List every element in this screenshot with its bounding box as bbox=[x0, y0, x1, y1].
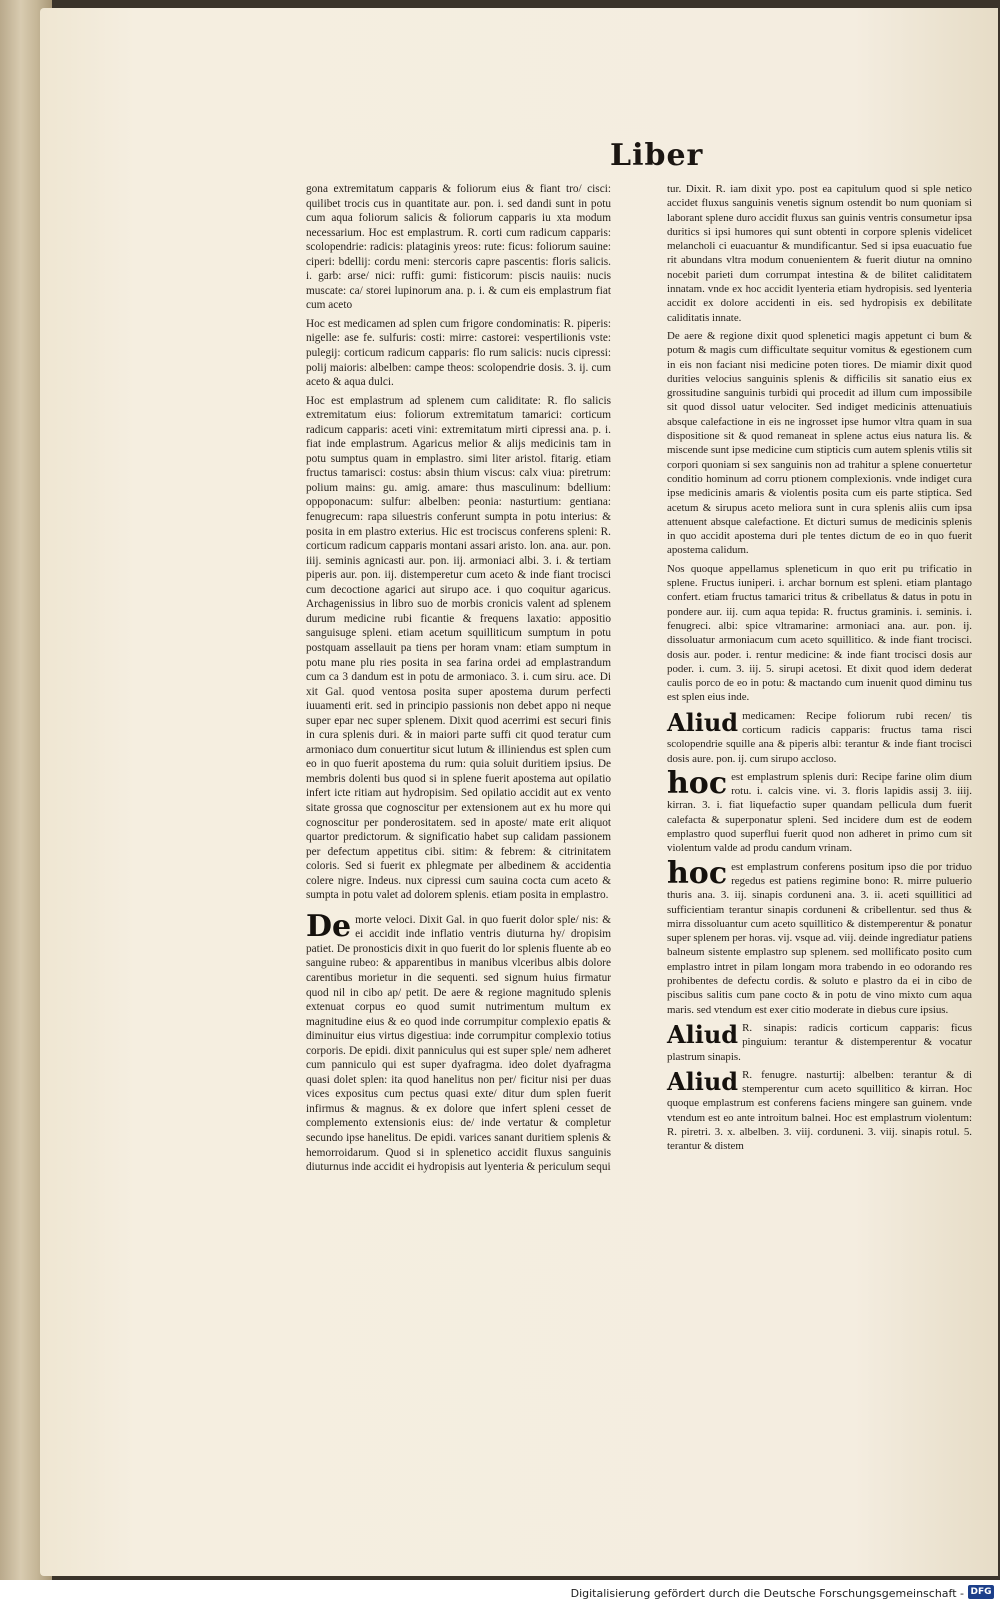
hoc-2-text: est emplastrum conferens positum ipso die por triduo regedus est patiens regimine bono: R. mirre puluerio thuris ana. 3. iij. sinapis corduneni ana. 3. ii. aceti squillitici ad sufficientiam terantur sinapis corduneni & cribellentur. sed thus & mirra dissoluantur cum aceto squillitico & distemperentur & ponatur super splenem per horas. vij. vsque ad. viij. deinde ingrediatur patiens balneum sistente emplastro sup splenem. sed mollificato posito cum emplastro intret in pilam longam mora trabendo in eo odorando res prohibentes de defectu cordis. & soluto e plastro da ei in cibo de piscibus salitis cum pane cocto & in potu de vino mixto cum aqua maris. sed vtendum est exer citio moderate in diebus cure ipsius. bbox=[667, 860, 972, 1016]
left-block-1: gona extremitatum capparis & foliorum eius & fiant tro/ cisci: quilibet trocis cus in quantitate aur. pon. i. sed dandi sunt in potu cum aqua foliorum salicis & foliorum capparis iu xta modum necessarium. Hoc est emplastrum. R. corti cum radicum capparis: scolopendrie: radicis: plataginis yreos: rute: ficus: foliorum sauine: ciperi: bdellij: cordu meni: stercoris capre pascentis: floris salicis. i. garb: arse/ nici: ruffi: gumi: fisticorum: piscis nauiis: nucis muscate: ca/ storei lupinorum ana. p. i. & cum eis emplastrum fiat cum aceto bbox=[306, 183, 611, 312]
left-section bbox=[306, 908, 611, 1175]
right-aliud-1 bbox=[667, 709, 972, 766]
aliud-2-initial: Aliud bbox=[667, 1019, 739, 1049]
right-column bbox=[667, 182, 972, 1158]
aliud-1-text: medicamen: Recipe foliorum rubi recen/ tis corticum radicis capparis: fructus tama risci scolopendrie squille ana & piperis albi: terantur & inde fiant trocisci dosis aure. pon. ij. cum sirupo accloso. bbox=[667, 709, 972, 765]
section-initial: De bbox=[306, 908, 352, 944]
footer-credit: Digitalisierung gefördert durch die Deutsche Forschungsgemeinschaft - bbox=[570, 1587, 964, 1600]
right-aliud-2 bbox=[667, 1021, 972, 1064]
hoc-2-initial: hoc bbox=[667, 855, 728, 891]
left-block-2: Hoc est medicamen ad splen cum frigore condominatis: R. piperis: nigelle: ase fe. sulfuris: costi: mirre: castorei: vespertilionis vste: pulegij: corticum radicum capparis: flo rum salicis: nucis cipressi: polij maioris: albelben: campe theos: scolopendrie dosis. 3. ij. cum aceto & aqua dulci. bbox=[306, 317, 611, 389]
running-head: Liber bbox=[610, 138, 704, 173]
right-block-2: De aere & regione dixit quod splenetici magis appetunt ci bum & potum & magis cum difficultate sequitur vomitus & egestionem cum in eis non faciant nisi medicine poten tiores. De miamir dixit quod durities velocius sanguinis splenis & difficilis sit sanatio eius ex grossitudine sanguinis turbidi qui procedit ad illum cum impossibile sit quod dissol uatur velociter. Sed indiget medicinis attenuatiuis absque calefactione in eis ne ingrosset ipse humor vltra quam in sua dispositione sit & quod remaneat in splene actus eius natura lis. & miscende sunt ipse medicine cum stipticis cum autem splenis vtilis sit corpori quoniam si sex sanguinis non ad trahitur a splene conuertetur conditio hominum ad corru ptionem complexionis. vnde indiget cura ipse medicinis amaris & violentis posita cum eis parte stiptica. Sed acetum & sirupus aceto meliora sunt in cura splenis aliis cum ipsa attenuent absque calefactione. Et dicturi sumus de medicinis splenis in quo accidit apostema duri ple tentes dictum de eo in quo fuerit apostema calidum. bbox=[667, 329, 972, 557]
right-aliud-3 bbox=[667, 1068, 972, 1154]
hoc-1-initial: hoc bbox=[667, 765, 728, 801]
section-text: morte veloci. Dixit Gal. in quo fuerit dolor sple/ nis: & ei accidit inde inflatio ventris diuturna hy/ dropisim patiet. De pronosticis dixit in quo fuerit do lor splenis fluente ab eo sanguine rubeo: & apparentibus in manibus vlceribus albis dolore carentibus morietur in die sequenti. sed signum huius firmatur quod nil in cibo ap/ petit. De aere & regione magnitudo splenis extenuat corpus eo quod sumit nutrimentum multum ex magnitudine eius & eo quod inde corrumpitur complexio epatis & diminuitur eius virtus digestiua: inde corrumpitur complexio totius corporis. De epidi. dixit panniculus qui est super sple/ nem adheret cum panniculo qui est super dyafragma. ideo dolet dyafragma quasi dolet splen: ita quod hanelitus non per/ ficitur nisi per duas vices expositus cum pectus quasi exte/ ditur dum splen fuerit infirmus & magnus. & ex dolore que infert spleni cesset de complemento extensionis eius: de/ inde vertatur & completur secundo ipse hanelitus. De epidi. varices sanant duritiem splenis & hemorroidarum. Quod si in splenetico accidit fluxus sanguinis diuturnus inde accidit ei hydropisis aut lyenteria & periculum sequi bbox=[306, 913, 611, 1174]
left-column bbox=[306, 182, 611, 1179]
aliud-3-text: R. fenugre. nasturtij: albelben: terantur & di stemperentur cum aceto squillitico & kirran. Hoc quoque emplastrum est conferens faciens mingere san guinem. vnde vtendum est eo ante introitum balnei. Hoc est emplastrum violentum: R. piretri. 3. x. albelben. 3. viij. corduneni. 3. viij. sinapis rotul. 5. terantur & distem bbox=[667, 1068, 972, 1153]
hoc-1-text: est emplastrum splenis duri: Recipe farine olim dium rotu. i. calcis vine. vi. 3. floris lapidis assij 3. iiij. kirran. 3. i. fiat liquefactio super quandam pellicula dum fuerit calefacta & superponatur spleni. Sed incidere dum est de eodem emplastro quod superflui fuerit quod non adheret in primo cum sit violentum valde ad produ candum vrinam. bbox=[667, 770, 972, 855]
right-hoc-1 bbox=[667, 765, 972, 856]
left-block-3: Hoc est emplastrum ad splenem cum caliditate: R. flo salicis extremitatum eius: foliorum extremitatum tamarici: corticum radicum capparis: aceti vini: extremitatum mirti cipressi ana. p. i. fiat inde emplastrum. Agaricus melior & alijs medicinis tam in potu sumptus quam in emplastro. simi liter aristol. fitarig. etiam fructus tamarisci: costus: absin thium viscus: calx viua: piretrum: polium mains: gu. amig. amare: thus masculinum: bdellium: oppoponacum: sulfur: albelben: peonia: nasturtium: gentiana: fenugrecum: rapa siluestris conferunt sumpta in potu interius: & posita in em plastro exterius. Hic est trociscus conferens spleni: R. corticum radicum capparis montani assari aristo. lon. ana. aur. pon. iiij. seminis agnicasti aur. pon. iij. armoniaci albi. 3. i. & tertiam piperis aur. pon. iij. distemperetur cum aceto & inde fiant trocisci cum decoctione agarici aut sirupo ace. i quo coquitur agaricus. Archagenissius in libro suo de morbis cronicis valent ad splenem durum medicine rubi ficantie & frequens laxatio: appositio sanguisuge spleni. etiam acetum squilliticum sumptum in potu postquam assellauit pa tiens per horam vnam: etiam sumptum in potu mane plu ries posita in sea farina ordei ad emplastrandum cum ca 3 dandum est in potu de armoniaco. 3. i. cum siru. ace. Di xit Gal. quod ventosa posita super apostema durum perfecti iuuamenti erit. sed in principio passionis non debet appo ni neque super epar nec super splenem. Dixit quod acerrimi est securi finis in cura splenis duri. & in maiori parte suffi cit quod teratur cum armoniaco dum conuertitur sicut lutum & illiniendus est splen cum eo in quo fuerit apostema du rum: quia soluit duritiem ipsius. De membris dolenti bus quod si in splene fuerit apostema aut opilatio infert icte ritiam aut hydropisim. Sed opilatio accidit aut ex vento sitate grossa que cognoscitur per extensionem aut ex hu more qui cognoscitur per ponderositatem. sed in aposte/ mate erit aliquot quartor predictorum. & significatio habet sup calidam passionem per defectum appetitus cibi. sitim: & febrem: & citrinitatem coloris. Sed si fuerit ex phlegmate per albedinem & accidentia colere nigre. Indeus. nux cipressi cum sauina cocta cum aceto & sumpta in potu valet ad dolorem splenis. etiam posita in emplastro. bbox=[306, 394, 611, 902]
aliud-2-text: R. sinapis: radicis corticum capparis: ficus pinguium: terantur & distemperentur & vocatur plastrum sinapis. bbox=[667, 1021, 972, 1063]
right-hoc-2 bbox=[667, 855, 972, 1017]
aliud-1-initial: Aliud bbox=[667, 707, 739, 737]
footer-bar bbox=[0, 1580, 1000, 1607]
right-block-3: Nos quoque appellamus spleneticum in quo erit pu trificatio in splene. Fructus iuniperi. i. archar bornum est spleni. etiam plantago confert. etiam fructus tamarici tritus & cribellatus & datus in potu in pondere aur. iij. cum aqua tepida: R. fructus graminis. i. seminis. i. fenugreci. albi: spice vltramarine: armoniaci ana. aur. pon. ij. dissoluatur armoniacum cum aceto squillitico. & inde fiant trocisci. dosis aur. poder. i. rentur medicine: & inde fiant trocisci dosis aur poder. i. cum. 3. iij. 5. sirupi acetosi. Et dixit quod idem dederat caulis porco de eo in potu: & mactando cum inuenit quod diminu tus est splen eius inde. bbox=[667, 562, 972, 704]
dfg-logo: DFG bbox=[968, 1585, 994, 1599]
aliud-3-initial: Aliud bbox=[667, 1066, 739, 1096]
right-block-1: tur. Dixit. R. iam dixit ypo. post ea capitulum quod si sple netico accidet fluxus sanguinis venetis signum ostendit bo num quoniam si laborant splene duro accidit fluxus san guinis ventris consumetur ipsa duritics si ipsi humores qui sunt obtenti in corpore splenis videlicet melancholi ci euacuantur & mundificantur. Sed si ipsa euacuatio fue rit abundans vltra modum conuenientem & fuerit diutur na omnino nocebit parieti dum corrumpat intestina & de bilitet caliditatem innatam. vnde ex hoc accidit lyenteria etiam hydropisis. sed lyenteria accidit ex dolore accidenti in eis. sed hydropisis ex debilitate caliditatis innate. bbox=[667, 183, 972, 324]
